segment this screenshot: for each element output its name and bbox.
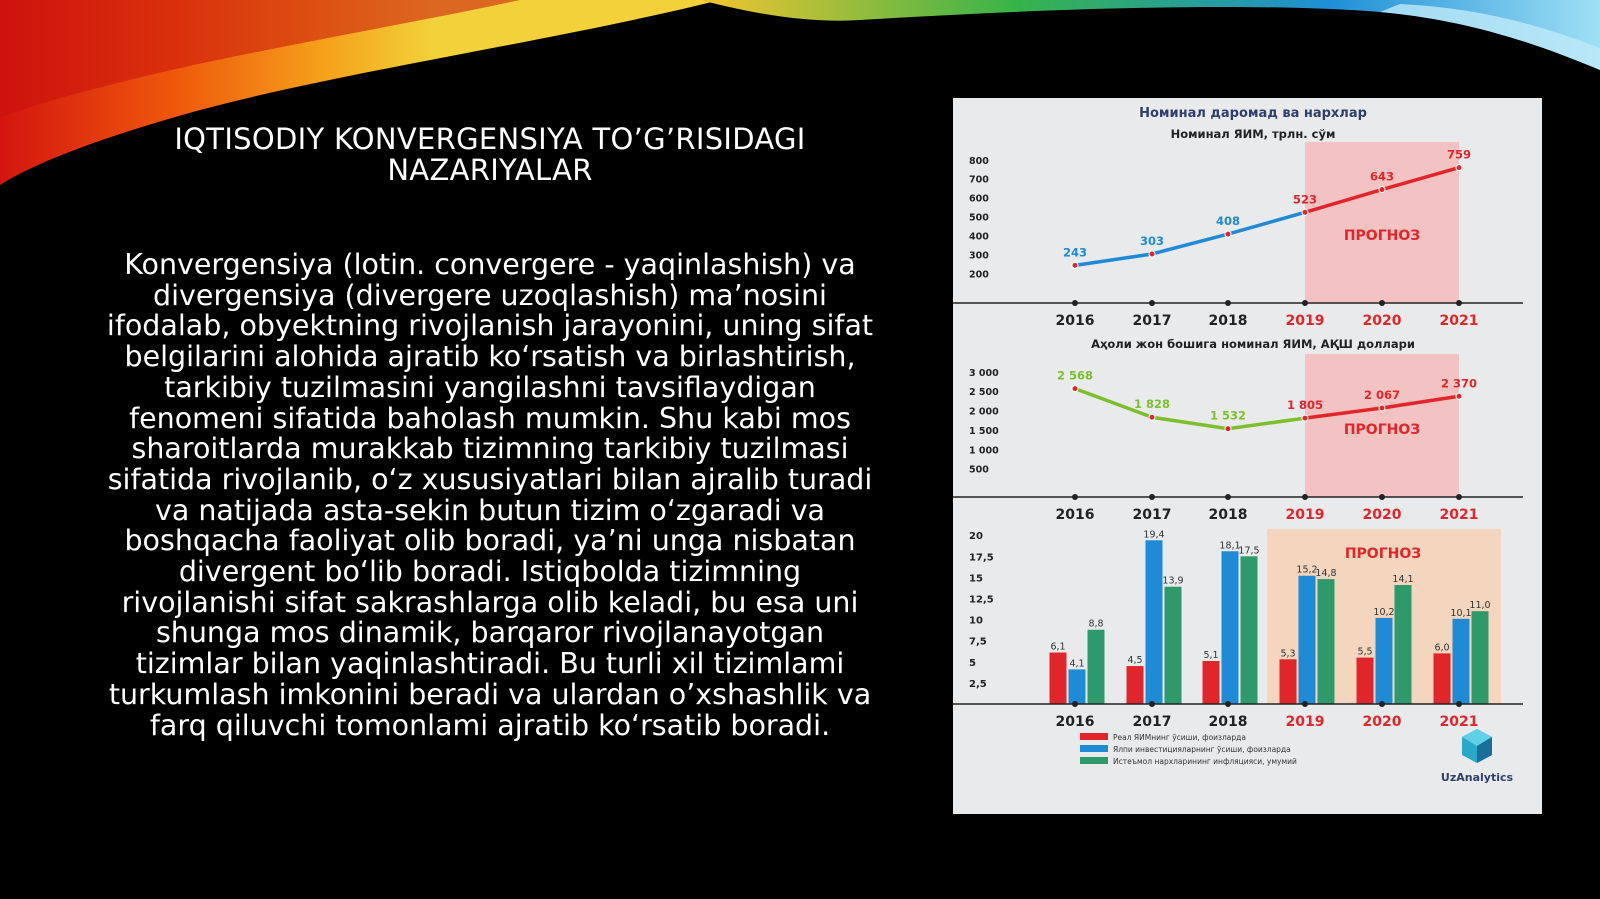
brand-name: UzAnalytics <box>1440 771 1514 784</box>
bar <box>1241 556 1258 704</box>
x-tick-dot <box>1225 701 1231 707</box>
bar-value-label: 5,1 <box>1203 649 1219 661</box>
bar <box>1472 611 1489 704</box>
bar <box>1299 576 1316 704</box>
x-tick-label: 2018 <box>1208 507 1248 523</box>
bar <box>1146 540 1163 704</box>
bar <box>1376 618 1393 704</box>
x-tick-dot <box>1072 701 1078 707</box>
data-label: 643 <box>1369 169 1395 184</box>
x-tick-dot <box>1456 701 1462 707</box>
bar <box>1357 658 1374 704</box>
x-tick-label: 2020 <box>1362 507 1402 523</box>
bar <box>1280 659 1297 704</box>
infographic-panel <box>953 98 1542 814</box>
bar-value-label: 11,0 <box>1469 600 1491 612</box>
x-tick-dot <box>1072 494 1078 500</box>
y-tick-label: 12,5 <box>969 594 994 606</box>
data-point <box>1302 209 1308 215</box>
y-tick-label: 2 500 <box>969 387 999 399</box>
forecast-band <box>1305 142 1459 303</box>
bar <box>1434 653 1451 704</box>
bar-value-label: 17,5 <box>1238 545 1260 557</box>
legend-label: Ялпи инвестицияларнинг ўсиши, фоизларда <box>1113 745 1291 754</box>
x-tick-label: 2019 <box>1285 313 1325 329</box>
y-tick-label: 700 <box>969 174 989 186</box>
bar-value-label: 19,4 <box>1143 529 1165 541</box>
x-tick-dot <box>1225 494 1231 500</box>
bar-value-label: 14,1 <box>1392 574 1414 586</box>
x-tick-dot <box>1225 300 1231 306</box>
bar-value-label: 4,5 <box>1127 655 1143 667</box>
x-tick-dot <box>1302 701 1308 707</box>
y-tick-label: 20 <box>969 531 983 543</box>
data-point <box>1225 426 1231 432</box>
x-tick-label: 2017 <box>1132 507 1172 523</box>
bar-value-label: 5,3 <box>1280 648 1296 660</box>
legend-label: Истеъмол нархларининг инфляцияси, умумий <box>1113 757 1297 766</box>
bar-value-label: 6,0 <box>1434 642 1450 654</box>
y-tick-label: 3 000 <box>969 367 999 379</box>
data-label: 2 067 <box>1363 387 1401 402</box>
bar <box>1088 630 1105 704</box>
data-point <box>1379 405 1385 411</box>
bar <box>1395 585 1412 704</box>
data-label: 2 370 <box>1440 376 1478 391</box>
data-label: 759 <box>1446 147 1472 162</box>
data-label: 1 532 <box>1209 408 1247 423</box>
legend-swatch <box>1080 733 1108 740</box>
y-tick-label: 600 <box>969 193 989 205</box>
bar-value-label: 5,5 <box>1357 646 1373 658</box>
y-tick-label: 1 000 <box>969 445 999 457</box>
x-tick-label: 2016 <box>1055 507 1095 523</box>
y-tick-label: 10 <box>969 615 983 627</box>
x-tick-dot <box>1302 494 1308 500</box>
bar-value-label: 13,9 <box>1162 575 1184 587</box>
legend-swatch <box>1080 757 1108 764</box>
y-tick-label: 200 <box>969 269 989 281</box>
bar-value-label: 18,1 <box>1219 540 1241 552</box>
bar <box>1203 661 1220 704</box>
x-tick-label: 2019 <box>1285 507 1325 523</box>
x-tick-label: 2018 <box>1208 313 1248 329</box>
x-tick-label: 2020 <box>1362 313 1402 329</box>
bar-value-label: 15,2 <box>1296 564 1318 576</box>
x-tick-dot <box>1149 300 1155 306</box>
x-tick-dot <box>1149 494 1155 500</box>
x-tick-dot <box>1456 494 1462 500</box>
bar <box>1222 551 1239 704</box>
y-tick-label: 17,5 <box>969 552 994 564</box>
bar-value-label: 4,1 <box>1069 658 1085 670</box>
x-tick-label: 2019 <box>1285 714 1325 730</box>
bar-value-label: 6,1 <box>1050 641 1066 653</box>
bar-value-label: 10,2 <box>1373 606 1395 618</box>
legend-swatch <box>1080 745 1108 752</box>
x-tick-dot <box>1379 300 1385 306</box>
slide-body-text: Konvergensiya (lotin. convergere - yaqinlashish) va divergensiya (divergere uzoqlashish) ma’nosini ifodalab, obyektning rivojlanish jarayonini, uning sifat belgilarini alohida ajratib ko‘rsatish va birlashtirish, tarkibiy tuzilmasini yangilashni tavsiflaydigan fenomeni sifatida baholash mumkin. Shu kabi mos sharoitlarda murakkab tizimning tarkibiy tuzilmasi sifatida rivojlanib, o‘z xususiyatlari bilan ajralib turadi va natijada asta-sekin butun tizim o‘zgaradi va boshqacha faoliyat olib boradi, ya’ni unga nisbatan divergent bo‘lib boradi. Istiqbolda tizimning rivojlanishi sifat sakrashlarga olib keladi, bu esa uni shunga mos dinamik, barqaror rivojlanayotgan tizimlar bilan yaqinlashtiradi. Bu turli xil tizimlami turkumlash imkonini beradi va ulardan o’xshashlik va farq qiluvchi tomonlami ajratib ko‘rsatib boradi. <box>106 248 874 742</box>
y-tick-label: 500 <box>969 464 989 476</box>
x-tick-label: 2021 <box>1439 714 1479 730</box>
x-tick-label: 2021 <box>1439 507 1479 523</box>
data-point <box>1225 231 1231 237</box>
y-tick-label: 2 000 <box>969 406 999 418</box>
x-tick-label: 2016 <box>1055 313 1095 329</box>
y-tick-label: 800 <box>969 155 989 167</box>
x-tick-dot <box>1379 494 1385 500</box>
data-label: 2 568 <box>1056 368 1094 383</box>
y-tick-label: 400 <box>969 231 989 243</box>
x-tick-label: 2017 <box>1132 313 1172 329</box>
x-tick-dot <box>1379 701 1385 707</box>
series-line-actual <box>1075 389 1305 429</box>
forecast-label: ПРОГНОЗ <box>1343 422 1421 438</box>
x-tick-label: 2020 <box>1362 714 1402 730</box>
x-tick-dot <box>1302 300 1308 306</box>
y-tick-label: 5 <box>969 657 976 669</box>
bar <box>1318 579 1335 704</box>
data-point <box>1456 165 1462 171</box>
y-tick-label: 300 <box>969 250 989 262</box>
x-tick-label: 2021 <box>1439 313 1479 329</box>
x-tick-label: 2017 <box>1132 714 1172 730</box>
data-point <box>1072 262 1078 268</box>
data-point <box>1149 414 1155 420</box>
y-tick-label: 2,5 <box>969 678 987 690</box>
data-label: 523 <box>1292 192 1318 207</box>
bar <box>1453 619 1470 704</box>
forecast-label: ПРОГНОЗ <box>1344 546 1422 562</box>
bar <box>1127 666 1144 704</box>
x-tick-dot <box>1072 300 1078 306</box>
chart-title: Номинал ЯИМ, трлн. сўм <box>1170 127 1336 141</box>
x-tick-label: 2016 <box>1055 714 1095 730</box>
x-tick-dot <box>1149 701 1155 707</box>
bar-value-label: 8,8 <box>1088 618 1104 630</box>
infographic-title: Номинал даромад ва нархлар <box>1139 106 1367 121</box>
data-point <box>1379 187 1385 193</box>
forecast-label: ПРОГНОЗ <box>1343 228 1421 244</box>
data-label: 1 805 <box>1286 398 1324 413</box>
bar-value-label: 10,1 <box>1450 607 1472 619</box>
data-label: 1 828 <box>1133 397 1171 412</box>
data-point <box>1149 251 1155 257</box>
x-tick-dot <box>1456 300 1462 306</box>
y-tick-label: 1 500 <box>969 425 999 437</box>
bar <box>1050 653 1067 704</box>
bar <box>1165 587 1182 704</box>
data-label: 303 <box>1139 233 1165 248</box>
y-tick-label: 7,5 <box>969 636 987 648</box>
data-label: 243 <box>1062 245 1088 260</box>
data-point <box>1456 393 1462 399</box>
x-tick-label: 2018 <box>1208 714 1248 730</box>
infographic-svg <box>953 98 1542 814</box>
data-point <box>1072 386 1078 392</box>
slide-title: IQTISODIY KONVERGENSIYA TO’G’RISIDAGI NAZARIYALAR <box>174 122 806 187</box>
legend-label: Реал ЯИМнинг ўсиши, фоизларда <box>1113 733 1246 742</box>
chart-title: Аҳоли жон бошига номинал ЯИМ, АҚШ доллари <box>1091 337 1415 351</box>
data-point <box>1302 415 1308 421</box>
series-line-actual <box>1075 212 1305 265</box>
bar-value-label: 14,8 <box>1315 568 1337 580</box>
y-tick-label: 15 <box>969 573 983 585</box>
bar <box>1069 669 1086 704</box>
y-tick-label: 500 <box>969 212 989 224</box>
data-label: 408 <box>1215 214 1241 229</box>
